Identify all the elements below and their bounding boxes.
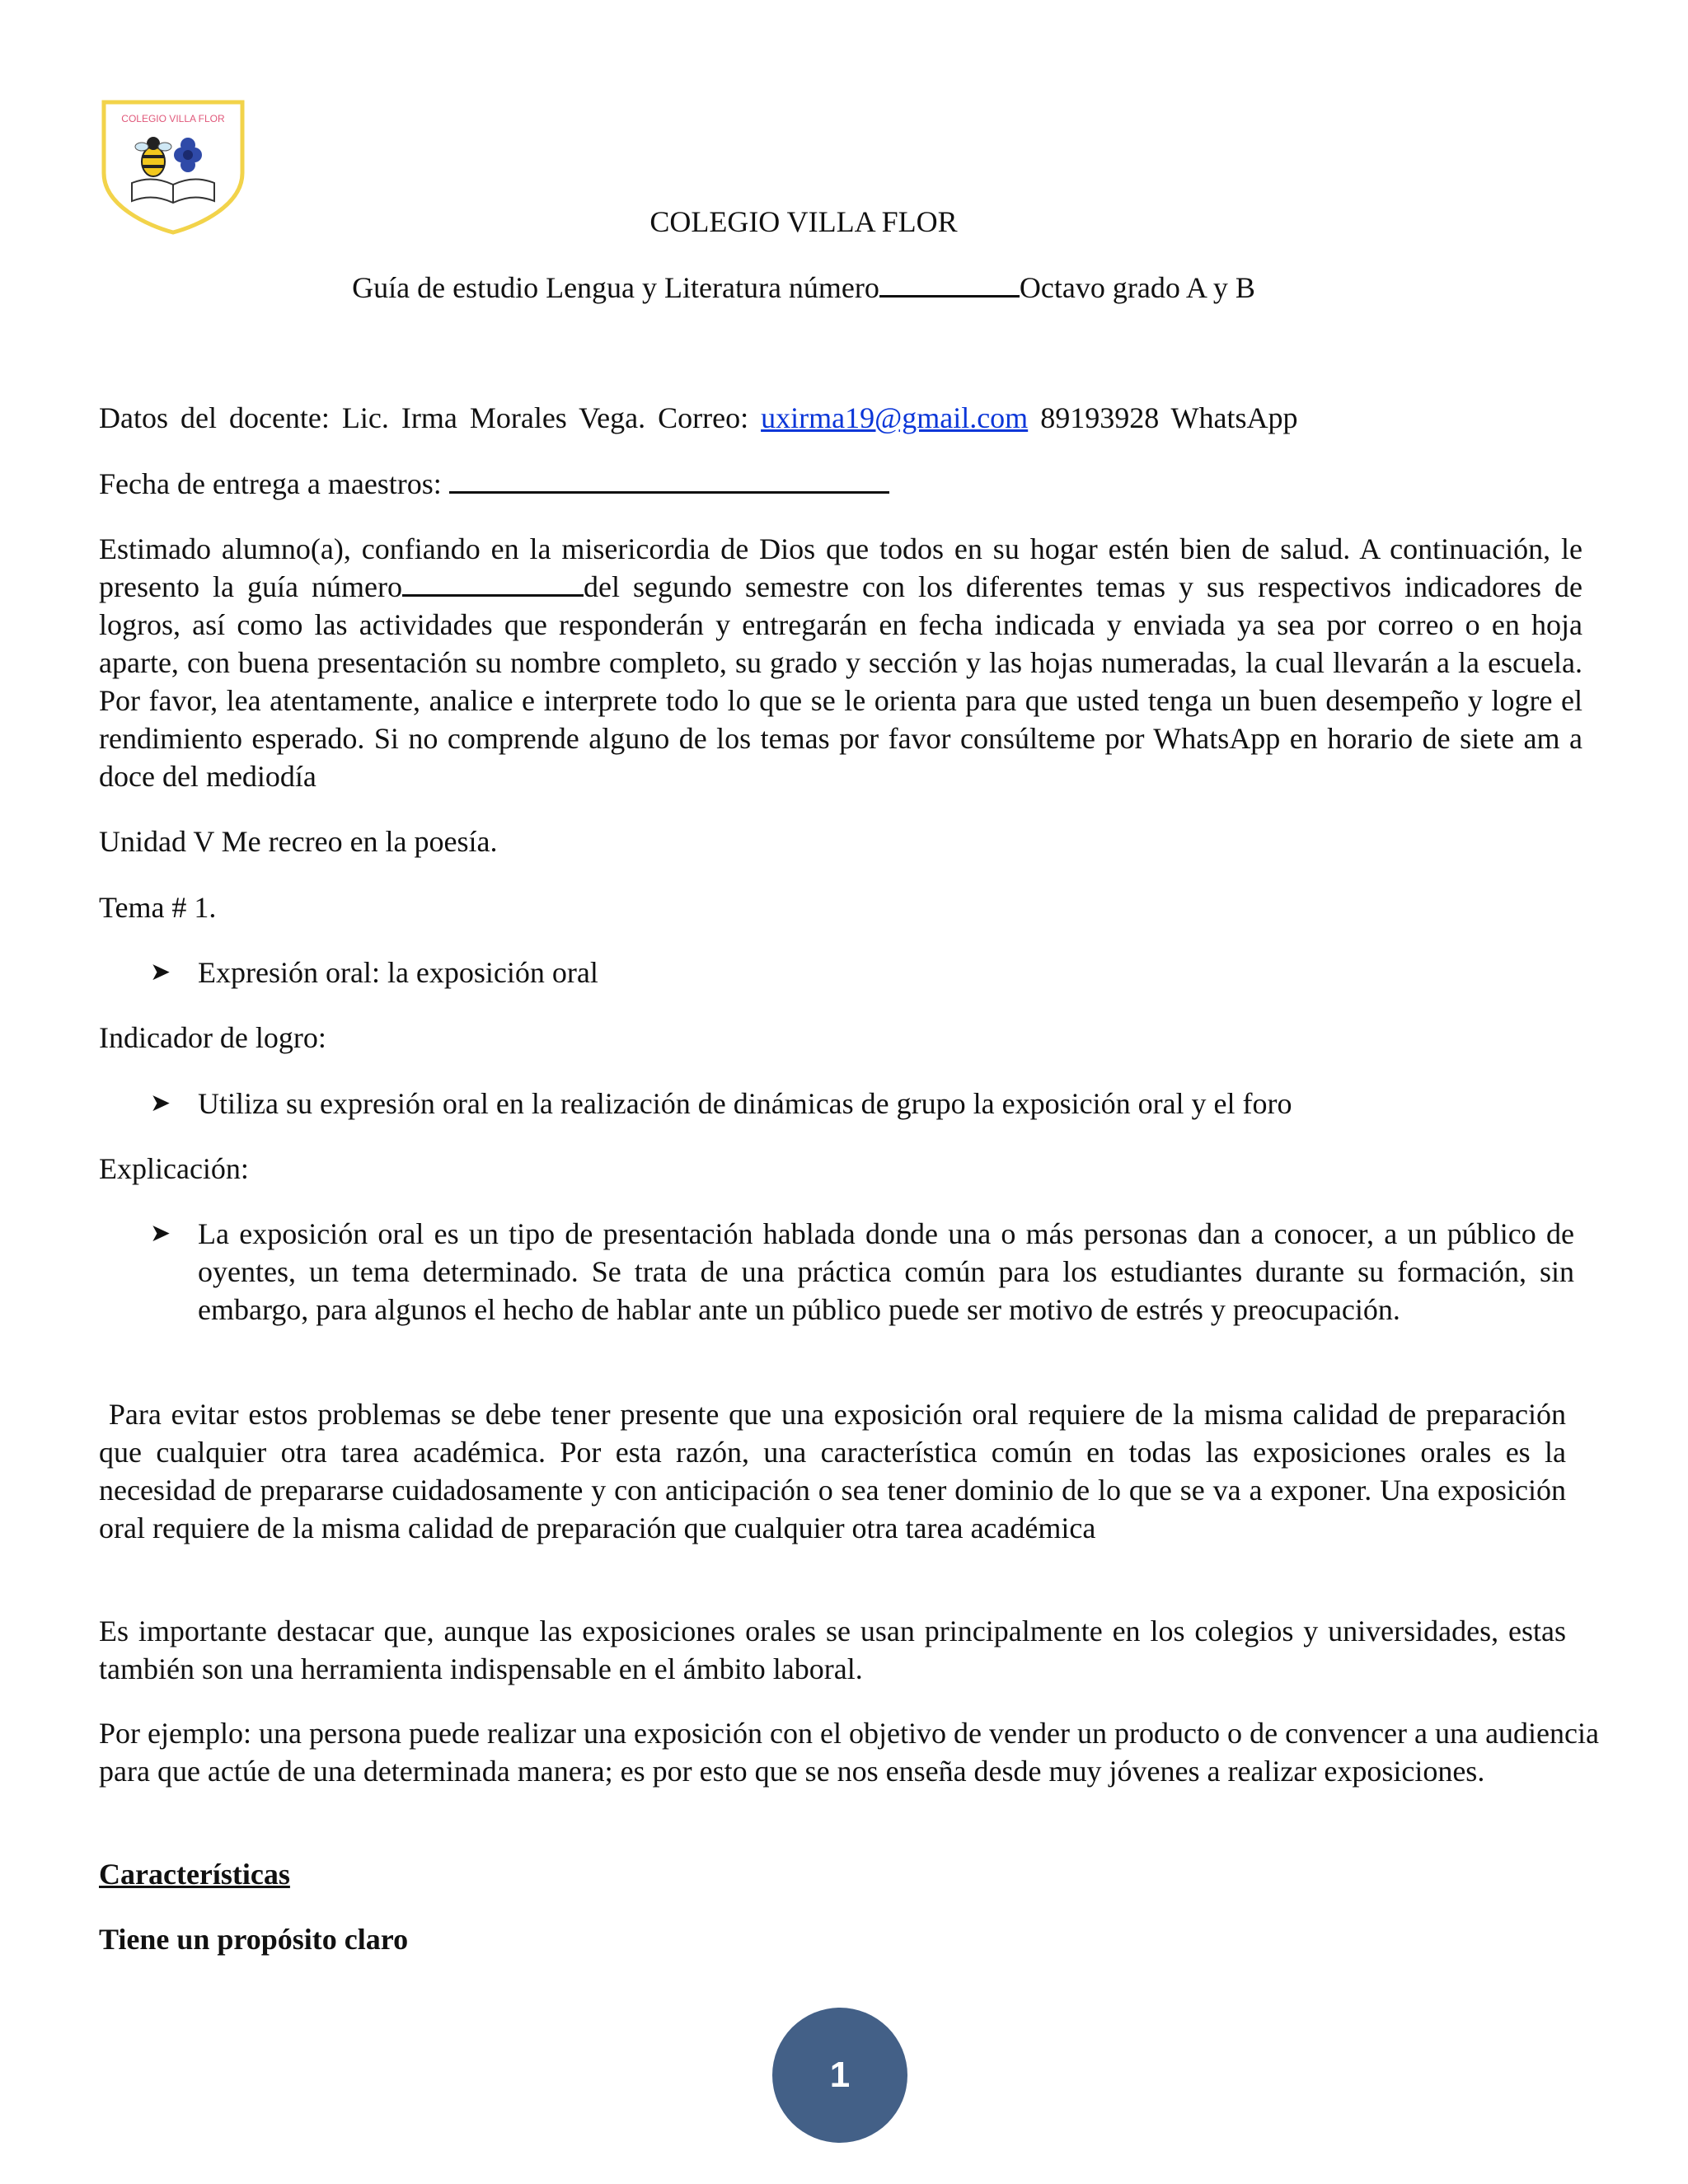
subtitle-prefix: Guía de estudio Lengua y Literatura número <box>352 271 879 304</box>
logo-text: COLEGIO VILLA FLOR <box>121 113 225 124</box>
arrowhead-bullet-icon: ➤ <box>150 1220 171 1247</box>
paragraph-preparation: Para evitar estos problemas se debe tener presente que una exposición oral requiere de la misma calidad de preparación que cualquier otra tarea académica. Por esta razón, una característica común en todas las exposiciones orales es la necesidad de prepararse cuidadosamente y con anticipación o sea tener dominio de lo que se va a exponer. Una exposición oral requiere de la misma calidad de preparación que cualquier otra tarea académica <box>99 1398 1573 1544</box>
characteristics-heading: Características <box>99 1858 290 1891</box>
paragraph-importance: Es importante destacar que, aunque las exposiciones orales se usan principalmente en los colegios y universidades, estas también son una herramienta indispensable en el ámbito laboral. <box>99 1615 1566 1685</box>
teacher-phone: 89193928 WhatsApp <box>1040 401 1298 434</box>
teacher-info <box>99 399 1582 437</box>
paragraph-example: Por ejemplo: una persona puede realizar una exposición con el objetivo de vender un producto o de convencer a una audiencia para que actúe de una determinada manera; es por esto que se nos enseña desde muy jóvenes a realizar exposiciones. <box>99 1717 1599 1788</box>
topic-bullet-text: Expresión oral: la exposición oral <box>198 956 598 989</box>
explanation-label: Explicación: <box>99 1152 249 1185</box>
unit-heading: Unidad V Me recreo en la poesía. <box>99 825 498 858</box>
indicator-bullet-text: Utiliza su expresión oral en la realización de dinámicas de grupo la exposición oral y el foro <box>198 1087 1292 1120</box>
indicator-label: Indicador de logro: <box>99 1021 326 1054</box>
arrowhead-bullet-icon: ➤ <box>150 958 171 986</box>
topic-heading: Tema # 1. <box>99 891 217 924</box>
intro-paragraph <box>99 530 1582 795</box>
school-title: COLEGIO VILLA FLOR <box>649 205 958 238</box>
explanation-bullet-text: La exposición oral es un tipo de presentación hablada donde una o más personas dan a conocer, a un público de oyentes, un tema determinado. Se trata de una práctica común para los estudiantes durante su formación, sin embargo, para algunos el hecho de hablar ante un público puede ser motivo de estrés y preocupación. <box>198 1217 1574 1326</box>
characteristic-item-1: Tiene un propósito claro <box>99 1923 409 1956</box>
guide-subtitle <box>0 269 1607 307</box>
teacher-email-link[interactable]: uxirma19@gmail.com <box>761 401 1029 434</box>
page-number-badge: 1 <box>772 2008 907 2143</box>
guide-number-blank <box>879 270 1020 298</box>
delivery-date <box>99 465 1582 503</box>
intro-number-blank <box>402 569 584 597</box>
subtitle-suffix: Octavo grado A y B <box>1019 271 1255 304</box>
delivery-date-blank <box>449 466 889 494</box>
teacher-label: Datos del docente: Lic. Irma Morales Vega. Correo: <box>99 401 749 434</box>
delivery-label: Fecha de entrega a maestros: <box>99 467 442 500</box>
intro-part1: Estimado alumno(a), confiando en la misericordia de Dios que todos en su hogar estén bien de salud. A continuación, le presento la guía número <box>99 532 1582 603</box>
arrowhead-bullet-icon: ➤ <box>150 1090 171 1117</box>
intro-part2: del segundo semestre con los diferentes temas y sus respectivos indicadores de logros, así como las actividades que responderán y entregarán en fecha indicada y enviada ya sea por correo o en hoja aparte, con buena presentación su nombre completo, su grado y sección y las hojas numeradas, la cual llevarán a la escuela. Por favor, lea atentamente, analice e interprete todo lo que se le orienta para que usted tenga un buen desempeño y logre el rendimiento esperado. Si no comprende alguno de los temas por favor consúlteme por WhatsApp en horario de siete am a doce del mediodía <box>99 570 1583 793</box>
